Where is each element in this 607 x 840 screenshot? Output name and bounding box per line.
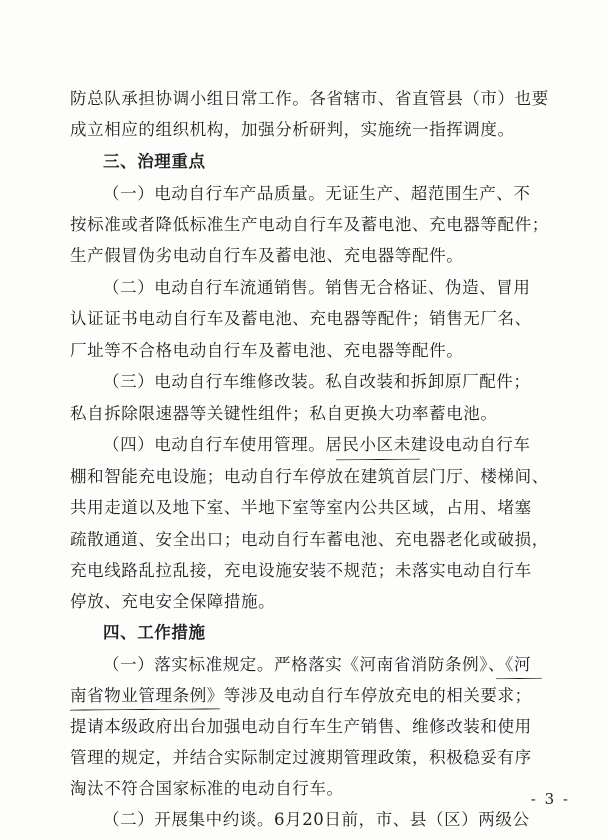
body-line: 厂址等不合格电动自行车及蓄电池、充电器等配件。: [70, 341, 464, 360]
body-line: 共用走道以及地下室、半地下室等室内公共区域，占用、堵塞: [70, 498, 532, 517]
body-line: 管理的规定，并结合实际制定过渡期管理政策，积极稳妥有序: [70, 748, 532, 767]
section-heading: 四、工作措施: [103, 623, 206, 642]
body-line: 停放、充电安全保障措施。: [70, 592, 276, 611]
body-line: 生产假冒伪劣电动自行车及蓄电池、充电器等配件。: [70, 246, 464, 265]
body-line: （三）电动自行车维修改装。私自改装和拆卸原厂配件；: [103, 372, 531, 391]
body-line: 防总队承担协调小组日常工作。各省辖市、省直管县（市）也要: [70, 89, 549, 108]
pen-underline-mark: [336, 459, 420, 461]
page-number: - 3 -: [530, 790, 570, 808]
pen-underline-mark: [70, 708, 220, 710]
body-line: （二）开展集中约谈。6月20日前，市、县（区）两级公: [103, 810, 530, 829]
body-line: （二）电动自行车流通销售。销售无合格证、伪造、冒用: [103, 278, 531, 297]
body-line: 按标准或者降低标准生产电动自行车及蓄电池、充电器等配件；: [70, 215, 549, 234]
body-line: 淘汰不符合国家标准的电动自行车。: [70, 779, 344, 798]
body-line: （一）电动自行车产品质量。无证生产、超范围生产、不: [103, 184, 531, 203]
body-line: 私自拆除限速器等关键性组件；私自更换大功率蓄电池。: [70, 404, 498, 423]
body-line: 提请本级政府出台加强电动自行车生产销售、维修改装和使用: [70, 717, 532, 736]
body-line: 疏散通道、安全出口；电动自行车蓄电池、充电器老化或破损，: [70, 530, 549, 549]
body-line: （一）落实标准规定。严格落实《河南省消防条例》、《河: [103, 655, 532, 674]
body-line: 充电线路乱拉乱接，充电设施安装不规范；未落实电动自行车: [70, 561, 532, 580]
body-line: 成立相应的组织机构，加强分析研判，实施统一指挥调度。: [70, 120, 515, 139]
pen-underline-mark: [496, 678, 542, 679]
section-heading: 三、治理重点: [103, 152, 206, 171]
body-line: （四）电动自行车使用管理。居民小区未建设电动自行车: [103, 435, 531, 454]
body-line: 棚和智能充电设施；电动自行车停放在建筑首层门厅、楼梯间、: [70, 467, 549, 486]
body-line: 南省物业管理条例》等涉及电动自行车停放充电的相关要求；: [70, 686, 532, 705]
body-line: 认证证书电动自行车及蓄电池、充电器等配件；销售无厂名、: [70, 309, 532, 328]
